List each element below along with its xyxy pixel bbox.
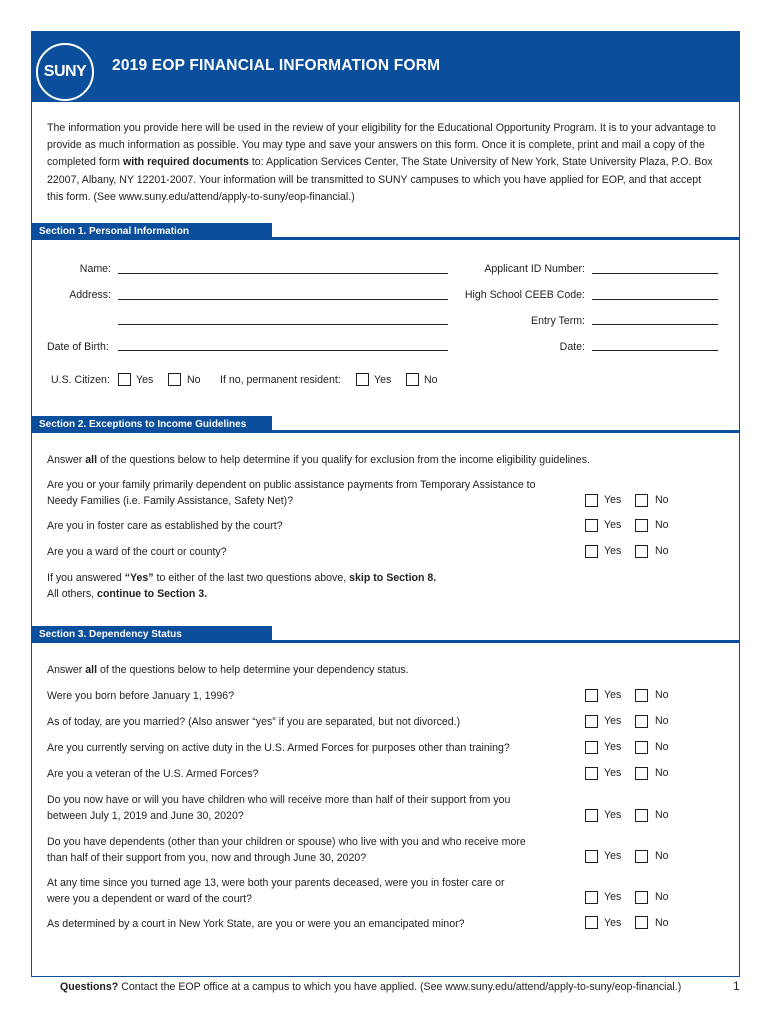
address-label: Address: — [69, 289, 111, 301]
s3-question-8: As determined by a court in New York State, are you or were you an emancipated minor? — [47, 918, 465, 930]
s2-q1-no-label: No — [655, 494, 669, 506]
applicant-id-label: Applicant ID Number: — [484, 263, 585, 275]
citizen-yes-checkbox[interactable] — [118, 373, 131, 386]
section-3-title: Section 3. Dependency Status — [31, 626, 272, 643]
address-field-line-2[interactable] — [118, 324, 448, 325]
s3-q1-no-checkbox[interactable] — [635, 689, 648, 702]
s3-question-4: Are you a veteran of the U.S. Armed Forces? — [47, 768, 259, 780]
entry-term-field[interactable] — [592, 324, 718, 325]
resident-yes-label: Yes — [374, 374, 392, 386]
citizen-no-label: No — [187, 374, 201, 386]
name-label: Name: — [79, 263, 111, 275]
permanent-resident-label: If no, permanent resident: — [220, 374, 341, 386]
s3-q6-no-label: No — [655, 850, 669, 862]
s3-q4-yes-checkbox[interactable] — [585, 767, 598, 780]
s3-q2-no-label: No — [655, 715, 669, 727]
section-3-instructions: Answer all of the questions below to help determine your dependency status. — [47, 664, 409, 676]
resident-no-label: No — [424, 374, 438, 386]
s3-q7-no-label: No — [655, 891, 669, 903]
s3-q8-no-checkbox[interactable] — [635, 916, 648, 929]
s2-q2-yes-checkbox[interactable] — [585, 519, 598, 532]
applicant-id-field[interactable] — [592, 273, 718, 274]
ceeb-label: High School CEEB Code: — [464, 289, 585, 301]
s3-q3-yes-checkbox[interactable] — [585, 741, 598, 754]
citizen-yes-label: Yes — [136, 374, 154, 386]
s3-question-3: Are you currently serving on active duty in the U.S. Armed Forces for purposes other than training? — [47, 742, 510, 754]
entry-term-label: Entry Term: — [531, 315, 585, 327]
section-2-title: Section 2. Exceptions to Income Guidelines — [31, 416, 272, 433]
s3-q5-no-checkbox[interactable] — [635, 809, 648, 822]
form-title: 2019 EOP FINANCIAL INFORMATION FORM — [112, 57, 441, 74]
s2-q2-no-checkbox[interactable] — [635, 519, 648, 532]
s3-q7-yes-label: Yes — [604, 891, 622, 903]
s3-q3-yes-label: Yes — [604, 741, 622, 753]
s3-q5-yes-label: Yes — [604, 809, 622, 821]
page-number: 1 — [733, 979, 740, 993]
suny-logo: SUNY — [36, 43, 94, 101]
s3-question-2: As of today, are you married? (Also answer “yes” if you are separated, but not divorced.) — [47, 716, 461, 728]
s2-q1-yes-label: Yes — [604, 494, 622, 506]
resident-yes-checkbox[interactable] — [356, 373, 369, 386]
s2-question-1: Are you or your family primarily dependent on public assistance payments from Temporary Assistance to Needy Families (i.e. Family Assistance, Safety Net)? — [47, 479, 536, 507]
s3-q4-yes-label: Yes — [604, 767, 622, 779]
s3-q8-yes-label: Yes — [604, 917, 622, 929]
dob-label: Date of Birth: — [47, 341, 109, 353]
s2-q3-no-label: No — [655, 545, 669, 557]
citizen-label: U.S. Citizen: — [51, 374, 110, 386]
name-field[interactable] — [118, 273, 448, 274]
s3-q2-no-checkbox[interactable] — [635, 715, 648, 728]
section-2-skip-note: If you answered “Yes” to either of the last two questions above, skip to Section 8. All others, continue to Section 3. — [47, 572, 437, 600]
s3-question-1: Were you born before January 1, 1996? — [47, 690, 235, 702]
section-3-header — [31, 629, 740, 643]
date-label: Date: — [559, 341, 585, 353]
s3-q3-no-checkbox[interactable] — [635, 741, 648, 754]
s3-q3-no-label: No — [655, 741, 669, 753]
address-field-line-1[interactable] — [118, 299, 448, 300]
s3-q8-yes-checkbox[interactable] — [585, 916, 598, 929]
s3-q4-no-label: No — [655, 767, 669, 779]
s3-q2-yes-label: Yes — [604, 715, 622, 727]
s3-q1-no-label: No — [655, 689, 669, 701]
s3-q2-yes-checkbox[interactable] — [585, 715, 598, 728]
s3-q1-yes-label: Yes — [604, 689, 622, 701]
s2-question-3: Are you a ward of the court or county? — [47, 546, 227, 558]
section-2-header — [31, 419, 740, 433]
footer-note: Questions? Contact the EOP office at a campus to which you have applied. (See www.suny.edu/attend/apply-to-suny/eop-financial.) — [60, 981, 682, 993]
s3-q7-no-checkbox[interactable] — [635, 891, 648, 904]
s3-q6-yes-checkbox[interactable] — [585, 850, 598, 863]
ceeb-field[interactable] — [592, 299, 718, 300]
s3-q6-no-checkbox[interactable] — [635, 850, 648, 863]
s3-q1-yes-checkbox[interactable] — [585, 689, 598, 702]
s3-q5-no-label: No — [655, 809, 669, 821]
s3-q7-yes-checkbox[interactable] — [585, 891, 598, 904]
s2-q2-yes-label: Yes — [604, 519, 622, 531]
dob-field[interactable] — [118, 350, 448, 351]
s3-question-7: At any time since you turned age 13, were both your parents deceased, were you in foster care or were you a dependent or ward of the court? — [47, 877, 505, 905]
resident-no-checkbox[interactable] — [406, 373, 419, 386]
s2-q3-no-checkbox[interactable] — [635, 545, 648, 558]
s2-question-2: Are you in foster care as established by the court? — [47, 520, 283, 532]
s3-question-6: Do you have dependents (other than your children or spouse) who live with you and who receive more than half of their support from you, now and through June 30, 2020? — [47, 836, 526, 864]
section-1-title: Section 1. Personal Information — [31, 223, 272, 240]
citizen-no-checkbox[interactable] — [168, 373, 181, 386]
section-2-instructions: Answer all of the questions below to help determine if you qualify for exclusion from the income eligibility guidelines. — [47, 454, 590, 466]
s2-q1-yes-checkbox[interactable] — [585, 494, 598, 507]
s2-q1-no-checkbox[interactable] — [635, 494, 648, 507]
date-field[interactable] — [592, 350, 718, 351]
intro-paragraph: The information you provide here will be used in the review of your eligibility for the Educational Opportunity Program. It is to your advantage to provide as much information as possible. You may type and save your answers on this form. Once it is complete, print and mail a copy of the completed form with required documents to: Application Services Center, The State University of New York, State University Plaza, P.O. Box 22007, Albany, NY 12201-2007. Your information will be transmitted to SUNY campuses to which you have applied for EOP, and that accept this form. (See www.suny.edu/attend/apply-to-suny/eop-financial.) — [47, 122, 716, 203]
s3-q4-no-checkbox[interactable] — [635, 767, 648, 780]
s3-q8-no-label: No — [655, 917, 669, 929]
s3-q6-yes-label: Yes — [604, 850, 622, 862]
s3-question-5: Do you now have or will you have children who will receive more than half of their support from you between July 1, 2019 and June 30, 2020? — [47, 794, 511, 822]
s2-q3-yes-label: Yes — [604, 545, 622, 557]
s2-q3-yes-checkbox[interactable] — [585, 545, 598, 558]
section-1-header — [31, 226, 740, 240]
s3-q5-yes-checkbox[interactable] — [585, 809, 598, 822]
s2-q2-no-label: No — [655, 519, 669, 531]
